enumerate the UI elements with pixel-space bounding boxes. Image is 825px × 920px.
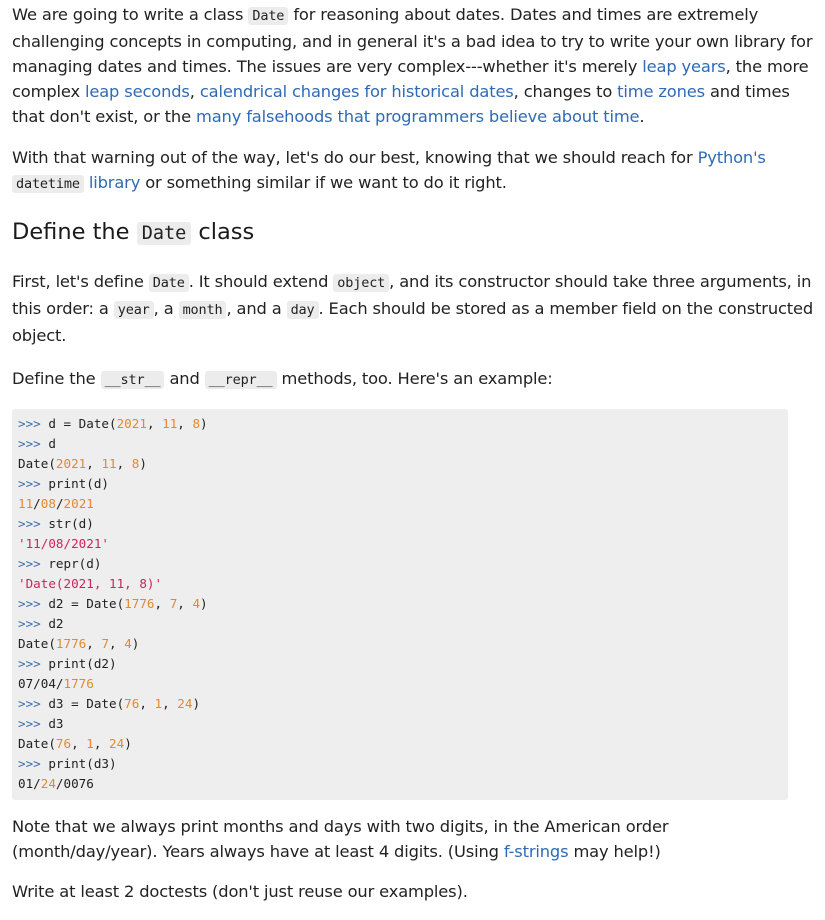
code-line — [18, 414, 782, 434]
code-line — [18, 674, 782, 694]
code-token: d = Date( — [48, 416, 117, 431]
number-token: 2021 — [116, 416, 147, 431]
code-line — [18, 554, 782, 574]
text: may help!) — [568, 842, 661, 861]
number-token: 11 — [162, 416, 178, 431]
code-token: , — [71, 736, 87, 751]
number-token: 1776 — [55, 636, 87, 651]
text: Write at least 2 doctests (don't just reuse our examples). — [12, 882, 468, 901]
inline-code: day — [287, 301, 319, 319]
code-token: , — [109, 636, 125, 651]
text: , and a — [226, 299, 287, 318]
number-token: 4 — [124, 636, 132, 651]
text: , and its constructor should take three arguments, in this order: a — [12, 272, 812, 318]
code-token: repr(d) — [48, 556, 102, 571]
code-line — [18, 594, 782, 614]
inline-code: Date — [248, 7, 288, 25]
text: , changes to — [513, 82, 618, 101]
text: class — [191, 219, 255, 245]
code-token: , — [116, 456, 132, 471]
number-token: 24 — [109, 736, 125, 751]
number-token: 4 — [192, 596, 201, 611]
text: , the more complex — [12, 57, 809, 101]
text: or something similar if we want to do it right. — [140, 173, 507, 192]
code-line — [18, 434, 782, 454]
code-token: d2 = Date( — [48, 596, 125, 611]
text: Define the — [12, 369, 101, 388]
number-token: 11 — [18, 496, 34, 511]
leap-seconds-link[interactable]: leap seconds — [84, 82, 190, 101]
code-token: Date( — [18, 736, 56, 751]
prompt-token: >>> — [18, 716, 49, 731]
number-token: 2021 — [63, 496, 94, 511]
inline-code: year — [114, 301, 154, 319]
code-token: , — [162, 696, 178, 711]
string-token: 'Date(2021, 11, 8)' — [18, 576, 163, 591]
text: Define the — [12, 219, 137, 245]
methods-paragraph — [12, 366, 815, 393]
leap-years-link[interactable]: leap years — [642, 57, 726, 76]
text: . It should extend — [188, 272, 334, 291]
code-line — [18, 694, 782, 714]
code-token: , — [177, 596, 193, 611]
string-token: '11/08/2021' — [18, 536, 109, 551]
code-token: ) — [131, 636, 140, 651]
code-token: / — [55, 496, 64, 511]
text: for reasoning about dates. Dates and times are extremely challenging concepts in computing, and in general it's a bad idea to try to write your own library for managing dates and times. The issues are very complex---whether it's merely — [12, 5, 813, 76]
text: With that warning out of the way, let's do our best, knowing that we should reach for — [12, 148, 698, 167]
code-line — [18, 494, 782, 514]
code-line — [18, 634, 782, 654]
code-line — [18, 774, 782, 794]
code-token: / — [33, 496, 41, 511]
code-token: print(d2) — [48, 656, 117, 671]
number-token: 1 — [154, 696, 163, 711]
prompt-token: >>> — [18, 756, 49, 771]
prompt-token: >>> — [18, 656, 49, 671]
code-token: , — [86, 456, 102, 471]
code-token: , — [154, 596, 170, 611]
code-token: d — [48, 436, 56, 451]
prompt-token: >>> — [18, 416, 49, 431]
text: First, let's define — [12, 272, 149, 291]
code-token: , — [146, 416, 163, 431]
prompt-token: >>> — [18, 476, 49, 491]
code-token: 01/ — [18, 776, 41, 791]
warning-paragraph — [12, 145, 815, 197]
code-token: ) — [139, 456, 147, 471]
text: and — [164, 369, 205, 388]
code-line — [18, 474, 782, 494]
link-text: Python's — [697, 148, 766, 167]
number-token: 24 — [177, 696, 193, 711]
code-token: ) — [200, 596, 208, 611]
code-token: ) — [124, 736, 132, 751]
code-line — [18, 754, 782, 774]
code-token: d2 — [48, 616, 64, 631]
code-example-block — [12, 409, 788, 800]
inline-code: Date — [149, 274, 189, 292]
text: and times that don't exist, or the — [12, 82, 790, 126]
number-token: 08 — [40, 496, 56, 511]
code-line — [18, 614, 782, 634]
number-token: 8 — [192, 416, 201, 431]
code-token: ) — [200, 416, 208, 431]
number-token: 76 — [124, 696, 140, 711]
text: . — [639, 107, 645, 126]
text: We are going to write a class — [12, 5, 249, 24]
code-line — [18, 574, 782, 594]
code-token: 07/04/ — [18, 676, 64, 691]
number-token: 7 — [169, 596, 178, 611]
prompt-token: >>> — [18, 556, 49, 571]
text: , a — [153, 299, 179, 318]
code-line — [18, 454, 782, 474]
link-text: library — [83, 173, 141, 192]
code-token: , — [86, 636, 102, 651]
number-token: 24 — [40, 776, 56, 791]
time-zones-link[interactable]: time zones — [617, 82, 705, 101]
code-token: str(d) — [48, 516, 94, 531]
code-token: Date( — [18, 636, 56, 651]
code-line — [18, 654, 782, 674]
inline-code: __str__ — [101, 371, 165, 389]
code-line — [18, 534, 782, 554]
define-paragraph — [12, 269, 815, 348]
doctests-paragraph — [12, 879, 815, 904]
inline-code: Date — [137, 222, 192, 245]
number-token: 11 — [101, 456, 117, 471]
number-token: 7 — [101, 636, 110, 651]
inline-code: object — [333, 274, 389, 292]
number-token: 1776 — [63, 676, 94, 691]
code-line — [18, 734, 782, 754]
number-token: 8 — [131, 456, 140, 471]
code-token: Date( — [18, 456, 56, 471]
number-token: 1776 — [124, 596, 155, 611]
calendrical-changes-link[interactable]: calendrical changes for historical dates — [199, 82, 514, 101]
code-token: d3 — [48, 716, 64, 731]
number-token: 76 — [55, 736, 72, 751]
code-token: d3 = Date( — [48, 696, 125, 711]
intro-paragraph — [12, 2, 815, 129]
falsehoods-link[interactable]: many falsehoods that programmers believe about time — [195, 107, 640, 126]
code-line — [18, 514, 782, 534]
text: , — [189, 82, 200, 101]
code-token: , — [139, 696, 155, 711]
text: methods, too. Here's an example: — [276, 369, 553, 388]
note-paragraph — [12, 814, 815, 864]
text: Note that we always print months and days with two digits, in the American order (month/day/year). Years always have at least 4 digits. (Using — [12, 817, 669, 861]
code-token: , — [177, 416, 193, 431]
prompt-token: >>> — [18, 436, 49, 451]
number-token: 1 — [86, 736, 94, 751]
code-token: , — [93, 736, 110, 751]
inline-code: month — [179, 301, 227, 319]
code-token: print(d) — [48, 476, 110, 491]
prompt-token: >>> — [18, 596, 49, 611]
prompt-token: >>> — [18, 696, 49, 711]
inline-code: __repr__ — [205, 371, 277, 389]
code-line — [18, 714, 782, 734]
f-strings-link[interactable]: f-strings — [503, 842, 569, 861]
prompt-token: >>> — [18, 516, 49, 531]
prompt-token: >>> — [18, 616, 49, 631]
section-heading — [12, 217, 815, 249]
code-token: ) — [192, 696, 201, 711]
text: . Each should be stored as a member field on the constructed object. — [12, 299, 814, 345]
inline-code: datetime — [12, 175, 84, 193]
code-token: print(d3) — [48, 756, 117, 771]
code-token: /0076 — [55, 776, 94, 791]
number-token: 2021 — [55, 456, 87, 471]
